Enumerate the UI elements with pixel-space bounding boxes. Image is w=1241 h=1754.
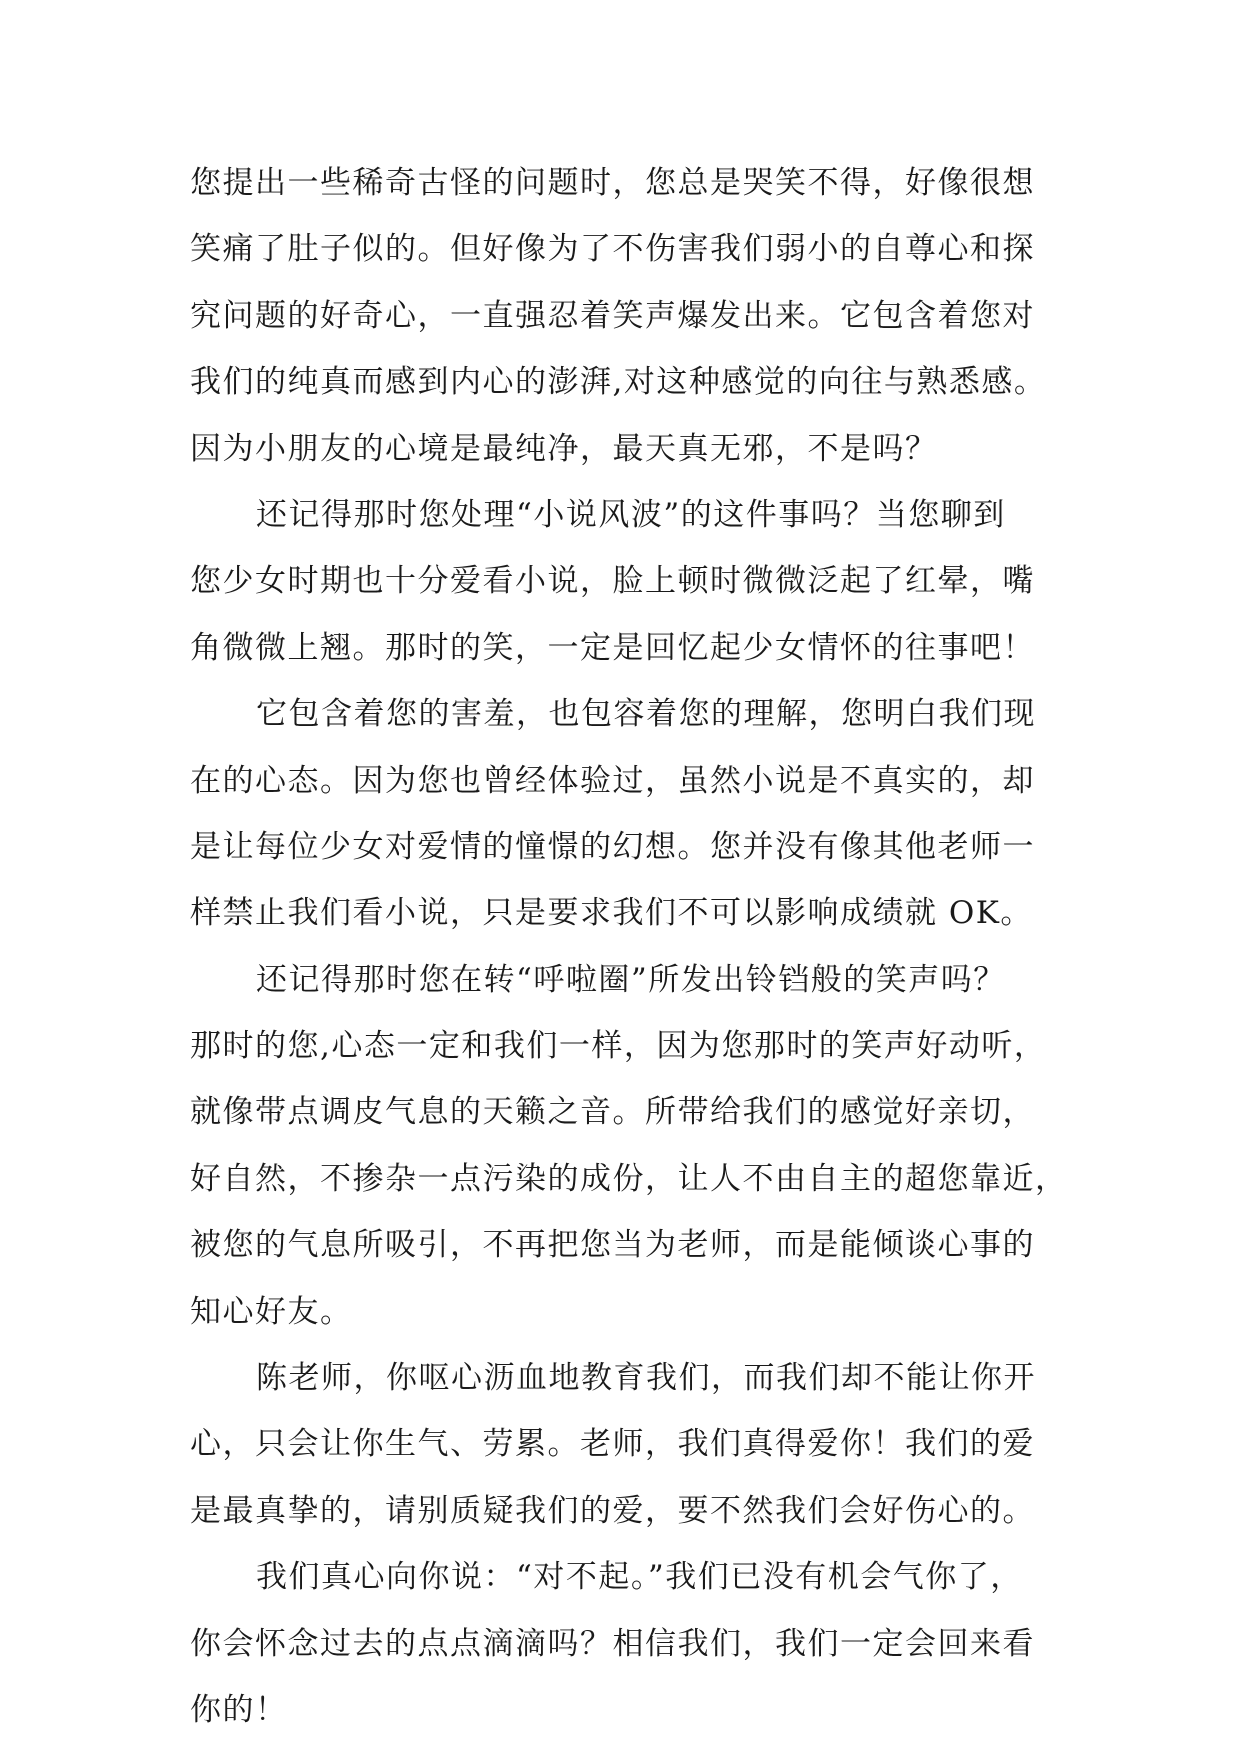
text-line: 你的！	[190, 1691, 288, 1728]
text-line: 还记得那时您处理“小说风波”的这件事吗？当您聊到	[256, 496, 1006, 533]
text-line: 那时的您,心态一定和我们一样，因为您那时的笑声好动听，	[190, 1028, 1047, 1065]
text-line: 您提出一些稀奇古怪的问题时，您总是哭笑不得，好像很想	[190, 165, 1035, 201]
text-line: 样禁止我们看小说，只是要求我们不可以影响成绩就 OK。	[190, 895, 1033, 932]
text-line: 究问题的好奇心，一直强忍着笑声爆发出来。它包含着您对	[190, 297, 1035, 334]
text-line: 您少女时期也十分爱看小说，脸上顿时微微泛起了红晕，嘴	[190, 563, 1035, 600]
text-line: 就像带点调皮气息的天籁之音。所带给我们的感觉好亲切，	[190, 1094, 1035, 1131]
text-line: 还记得那时您在转“呼啦圈”所发出铃铛般的笑声吗？	[256, 961, 1006, 998]
text-line: 是让每位少女对爱情的憧憬的幻想。您并没有像其他老师一	[190, 828, 1035, 865]
text-line: 被您的气息所吸引，不再把您当为老师，而是能倾谈心事的	[190, 1227, 1035, 1264]
text-line: 我们真心向你说：“对不起。”我们已没有机会气你了，	[256, 1559, 1023, 1596]
text-line: 陈老师，你呕心沥血地教育我们，而我们却不能让你开	[256, 1360, 1036, 1397]
text-line: 知心好友。	[190, 1293, 353, 1330]
text-line: 角微微上翘。那时的笑，一定是回忆起少女情怀的往事吧！	[190, 629, 1035, 666]
text-line: 因为小朋友的心境是最纯净，最天真无邪，不是吗？	[190, 430, 938, 467]
text-line: 是最真挚的，请别质疑我们的爱，要不然我们会好伤心的。	[190, 1492, 1035, 1529]
text-line: 你会怀念过去的点点滴滴吗？相信我们，我们一定会回来看	[190, 1625, 1035, 1662]
text-line: 它包含着您的害羞，也包容着您的理解，您明白我们现	[256, 696, 1036, 733]
text-line: 心，只会让你生气、劳累。老师，我们真得爱你！我们的爱	[190, 1426, 1035, 1463]
text-line: 在的心态。因为您也曾经体验过，虽然小说是不真实的，却	[190, 762, 1035, 799]
text-line: 我们的纯真而感到内心的澎湃,对这种感觉的向往与熟悉感。	[190, 364, 1047, 401]
text-line: 笑痛了肚子似的。但好像为了不伤害我们弱小的自尊心和探	[190, 231, 1035, 268]
body-text	[190, 150, 1068, 1743]
text-line: 好自然，不掺杂一点污染的成份，让人不由自主的超您靠近，	[190, 1160, 1068, 1197]
